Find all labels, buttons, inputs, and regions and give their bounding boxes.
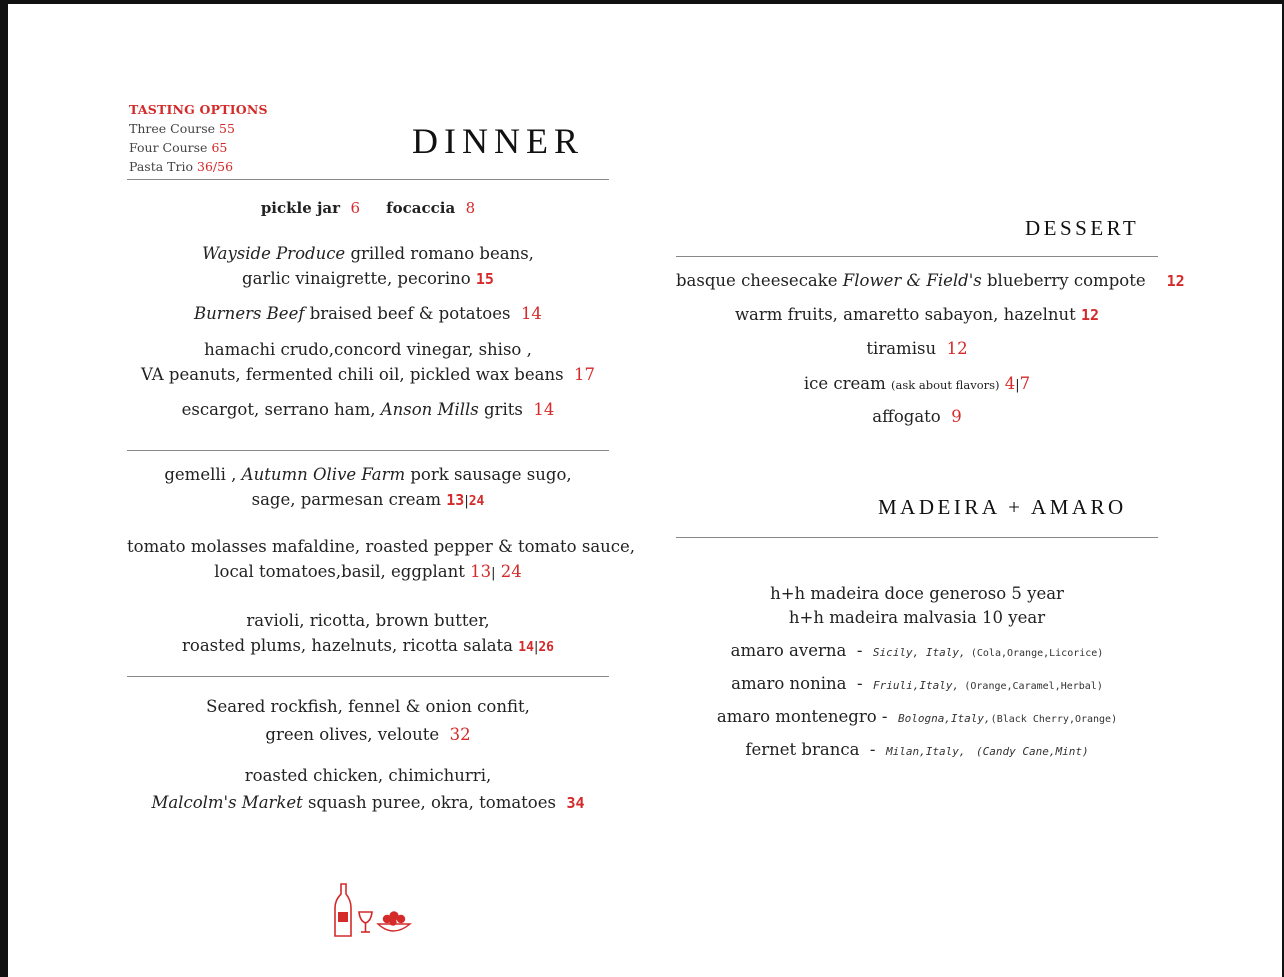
menu-item: tomato molasses mafaldine, roasted pepper & tomato sauce, local tomatoes,basil, eggplant 13| 24 <box>127 537 636 581</box>
madeira-item: h+h madeira malvasia 10 year <box>788 608 1046 627</box>
amaro-list <box>676 636 1158 767</box>
amaro-item: fernet branca - Milan,Italy, (Candy Cane,Mint) <box>745 740 1089 759</box>
menu-item: Wayside Produce grilled romano beans, garlic vinaigrette, pecorino 15 <box>202 244 534 288</box>
starters-line: pickle jar 6 focaccia 8 <box>260 199 476 217</box>
amaro-item: amaro montenegro - Bologna,Italy,(Black Cherry,Orange) <box>716 707 1118 726</box>
dessert-item: ice cream (ask about flavors) 4|7 <box>803 374 1031 393</box>
madeira-title: MADEIRA + AMARO <box>878 495 1127 519</box>
dinner-title: DINNER <box>412 121 584 161</box>
menu-page <box>8 4 1282 977</box>
menu-item: Seared rockfish, fennel & onion confit, green olives, veloute 32 <box>206 697 530 744</box>
menu-item: ravioli, ricotta, brown butter, roasted plums, hazelnuts, ricotta salata 14|26 <box>182 611 554 655</box>
illustration <box>326 868 422 954</box>
dessert-item: warm fruits, amaretto sabayon, hazelnut 12 <box>734 305 1100 324</box>
amaro-item: amaro averna - Sicily, Italy, (Cola,Orange,Licorice) <box>730 641 1104 660</box>
madeira-item: h+h madeira doce generoso 5 year <box>770 584 1064 603</box>
divider <box>127 450 609 451</box>
menu-item: Burners Beef braised beef & potatoes 14 <box>194 304 542 323</box>
food-bowl-icon <box>378 912 410 931</box>
dessert-item: tiramisu 12 <box>866 339 968 358</box>
dessert-item: basque cheesecake Flower & Field's blueberry compote 12 <box>676 271 1185 290</box>
tasting-item: Three Course 55 <box>129 121 235 136</box>
menu-item: roasted chicken, chimichurri, Malcolm's Market squash puree, okra, tomatoes 34 <box>151 766 585 812</box>
wine-glass-icon <box>359 912 372 932</box>
tasting-options <box>129 100 268 176</box>
divider <box>676 537 1158 538</box>
tasting-item: Pasta Trio 36/56 <box>129 159 234 174</box>
divider <box>127 676 609 677</box>
divider <box>127 179 609 180</box>
tasting-header: TASTING OPTIONS <box>129 102 268 117</box>
divider <box>676 256 1158 257</box>
menu-item: hamachi crudo,concord vinegar, shiso , VA peanuts, fermented chili oil, pickled wax beans 17 <box>140 340 596 384</box>
menu-item: gemelli , Autumn Olive Farm pork sausage sugo, sage, parmesan cream 13|24 <box>164 465 572 509</box>
dessert-title: DESSERT <box>1025 216 1140 240</box>
menu-item: escargot, serrano ham, Anson Mills grits 14 <box>181 400 555 419</box>
amaro-item: amaro nonina - Friuli,Italy, (Orange,Caramel,Herbal) <box>731 674 1103 693</box>
madeira-list <box>676 582 1158 630</box>
tasting-item: Four Course 65 <box>129 140 228 155</box>
dessert-item: affogato 9 <box>872 407 962 426</box>
wine-bottle-icon <box>335 884 351 936</box>
